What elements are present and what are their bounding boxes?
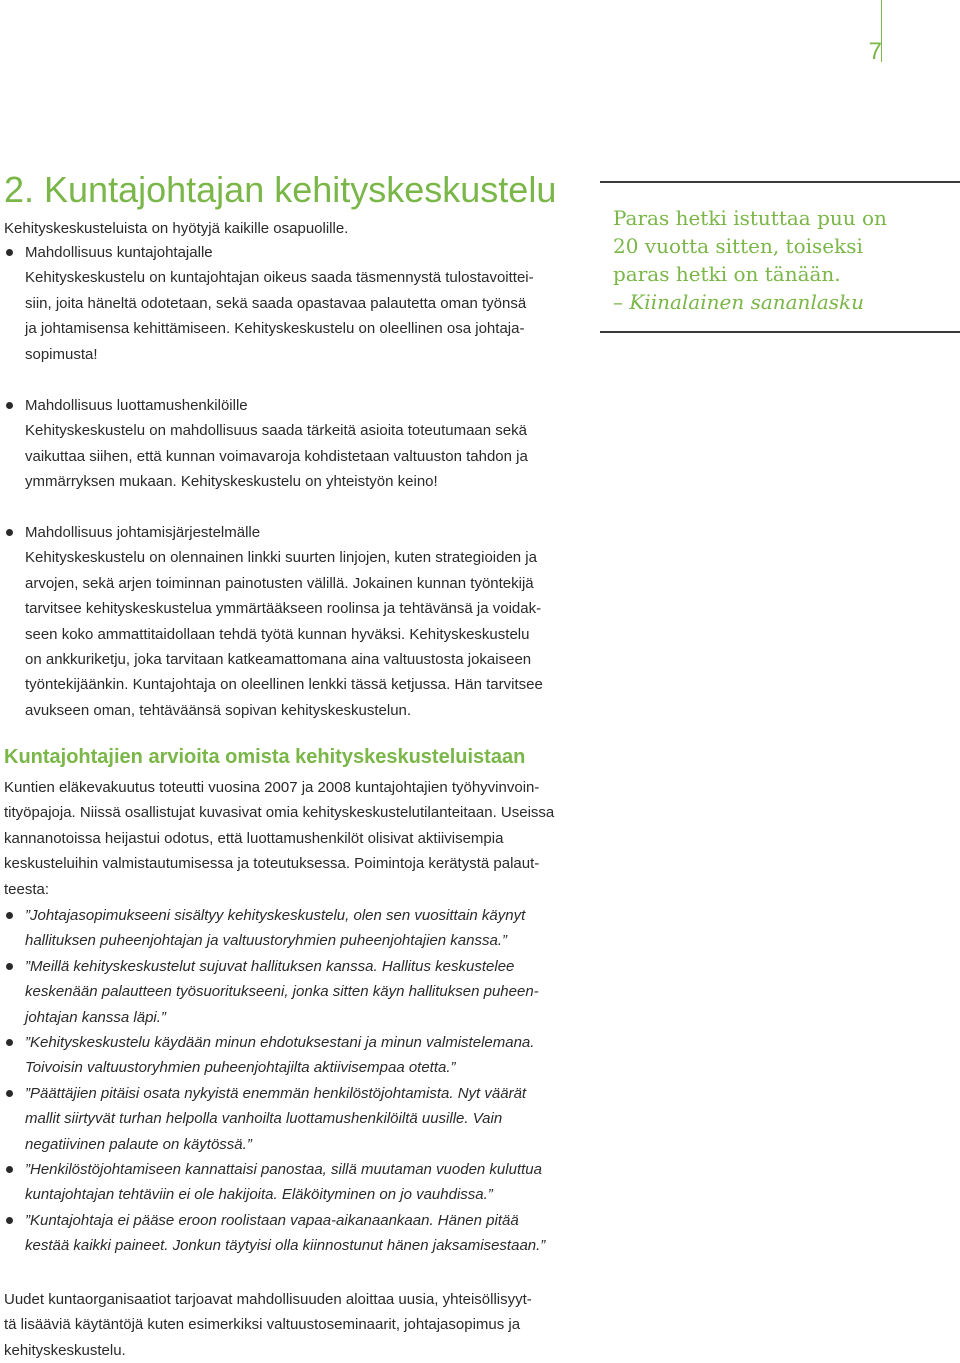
- page-number: 7: [868, 38, 882, 65]
- pull-quote-box: [600, 181, 960, 333]
- section-heading: Mahdollisuus johtamisjärjestelmälle: [25, 524, 261, 541]
- quotes-list: [4, 903, 589, 1259]
- section-line: ja johtamisensa kehittämiseen. Kehityskeskustelu on oleellinen osa johtaja-: [25, 320, 525, 338]
- subsection-line: kannanotoissa heijastui odotus, että luottamushenkilöt olisivat aktiivisempia: [4, 829, 504, 847]
- closing-line: kehityskeskustelu.: [4, 1341, 126, 1359]
- closing-line: tä lisääviä käytäntöjä kuten esimerkiksi valtuustoseminaarit, johtajasopimus ja: [4, 1316, 521, 1334]
- section-kuntajohtaja: [4, 240, 589, 367]
- subsection-body: [4, 775, 589, 902]
- chapter-title: 2. Kuntajohtajan kehityskeskustelu: [4, 169, 557, 210]
- intro-text: Kehityskeskusteluista on hyötyjä kaikille osapuolille.: [4, 220, 349, 237]
- bullet-item: [4, 240, 589, 367]
- quote-item-line: johtajan kanssa läpi.”: [25, 1008, 166, 1026]
- pull-quote: [613, 204, 887, 316]
- section-line: Kehityskeskustelu on mahdollisuus saada tärkeitä asioita toteutumaan sekä: [25, 422, 527, 440]
- section-heading: Mahdollisuus luottamushenkilöille: [25, 397, 248, 414]
- section-line: ymmärryksen mukaan. Kehityskeskustelu on yhteistyön keino!: [25, 473, 438, 491]
- quote-line: paras hetki on tänään.: [613, 262, 841, 286]
- quote-item-line: ”Kehityskeskustelu käydään minun ehdotuksestani ja minun valmistelemana.: [25, 1034, 535, 1052]
- quote-line: 20 vuotta sitten, toiseksi: [613, 234, 863, 258]
- quote-item: [4, 903, 589, 954]
- closing-line: Uudet kuntaorganisaatiot tarjoavat mahdollisuuden aloittaa uusia, yhteisöllisyyt-: [4, 1291, 532, 1308]
- section-line: tarvitsee kehityskeskustelua ymmärtääkseen roolinsa ja tehtävänsä ja voidak-: [25, 600, 542, 618]
- quote-item-line: hallituksen puheenjohtajan ja valtuustoryhmien puheenjohtajien kanssa.”: [25, 932, 507, 950]
- section-line: työntekijäänkin. Kuntajohtaja on oleellinen lenkki tässä ketjussa. Hän tarvitsee: [25, 676, 543, 694]
- section-line: Kehityskeskustelu on kuntajohtajan oikeus saada täsmennystä tulostavoittei-: [25, 269, 534, 287]
- section-luottamushenkilot: [4, 393, 589, 495]
- section-line: arvojen, sekä arjen toiminnan painotusten välillä. Jokainen kunnan työntekijä: [25, 574, 534, 592]
- closing-paragraph: [4, 1287, 589, 1363]
- subsection-line: Kuntien eläkevakuutus toteutti vuosina 2007 ja 2008 kuntajohtajien työhyvinvoin-: [4, 779, 540, 796]
- quote-line: Paras hetki istuttaa puu on: [613, 206, 887, 230]
- quote-source: – Kiinalainen sananlasku: [613, 290, 865, 314]
- quote-item-line: ”Henkilöstöjohtamiseen kannattaisi panostaa, sillä muutaman vuoden kuluttua: [25, 1161, 542, 1179]
- quote-item-line: negatiivinen palaute on käytössä.”: [25, 1135, 252, 1153]
- subsection-heading: Kuntajohtajien arvioita omista kehityskeskusteluistaan: [4, 746, 526, 768]
- quote-item: [4, 1030, 589, 1081]
- quote-item-line: ”Johtajasopimukseeni sisältyy kehityskeskustelu, olen sen vuosittain käynyt: [25, 907, 526, 924]
- bullet-item: [4, 393, 589, 495]
- section-line: vaikuttaa siihen, että kunnan voimavaroja kohdistetaan valtuuston tahdon ja: [25, 447, 528, 465]
- quote-item: [4, 954, 589, 1030]
- section-johtamisjarjestelma: [4, 520, 589, 723]
- section-heading: Mahdollisuus kuntajohtajalle: [25, 244, 213, 261]
- subsection-line: keskusteluihin valmistautumisessa ja toteutuksessa. Poimintoja kerätystä palaut-: [4, 855, 540, 873]
- quote-item-line: keskenään palautteen työsuoritukseeni, jonka sitten käyn hallituksen puheen-: [25, 983, 539, 1001]
- quote-item: [4, 1157, 589, 1208]
- quote-item: [4, 1081, 589, 1157]
- quote-item-line: kuntajohtajan tehtäviin ei ole hakijoita. Eläköityminen on jo vauhdissa.”: [25, 1186, 493, 1204]
- quote-item-line: mallit siirtyvät turhan helpolla vanhoilta luottamushenkilöiltä uusille. Vain: [25, 1110, 503, 1128]
- quote-item-line: ”Kuntajohtaja ei pääse eroon roolistaan vapaa-aikanaankaan. Hänen pitää: [25, 1211, 519, 1229]
- quote-item-line: kestää kaikki paineet. Jonkun täytyisi olla kiinnostunut hänen jaksamisestaan.”: [25, 1237, 546, 1255]
- section-line: avukseen oman, tehtäväänsä sopivan kehityskeskustelun.: [25, 701, 412, 719]
- subsection-line: teesta:: [4, 880, 50, 898]
- bullet-item: [4, 520, 589, 723]
- section-line: Kehityskeskustelu on olennainen linkki suurten linjojen, kuten strategioiden ja: [25, 549, 537, 567]
- section-line: siin, joita häneltä odotetaan, sekä saada opastavaa palautetta oman työnsä: [25, 294, 527, 312]
- section-line: seen koko ammattitaidollaan tehdä työtä kunnan hyväksi. Kehityskeskustelu: [25, 625, 530, 643]
- quote-item: [4, 1208, 589, 1259]
- section-line: on ankkuriketju, joka tarvitaan katkeamattomana aina valtuustosta jokaiseen: [25, 651, 532, 669]
- quote-item-line: ”Päättäjien pitäisi osata nykyistä enemmän henkilöstöjohtamista. Nyt väärät: [25, 1084, 527, 1102]
- subsection-line: tityöpajoja. Niissä osallistujat kuvasivat omia kehityskeskustelutilanteitaan. Useissa: [4, 804, 555, 822]
- quote-item-line: Toivoisin valtuustoryhmien puheenjohtajilta aktiivisempaa otetta.”: [25, 1059, 456, 1077]
- section-line: sopimusta!: [25, 345, 98, 363]
- quote-item-line: ”Meillä kehityskeskustelut sujuvat hallituksen kanssa. Hallitus keskustelee: [25, 957, 515, 975]
